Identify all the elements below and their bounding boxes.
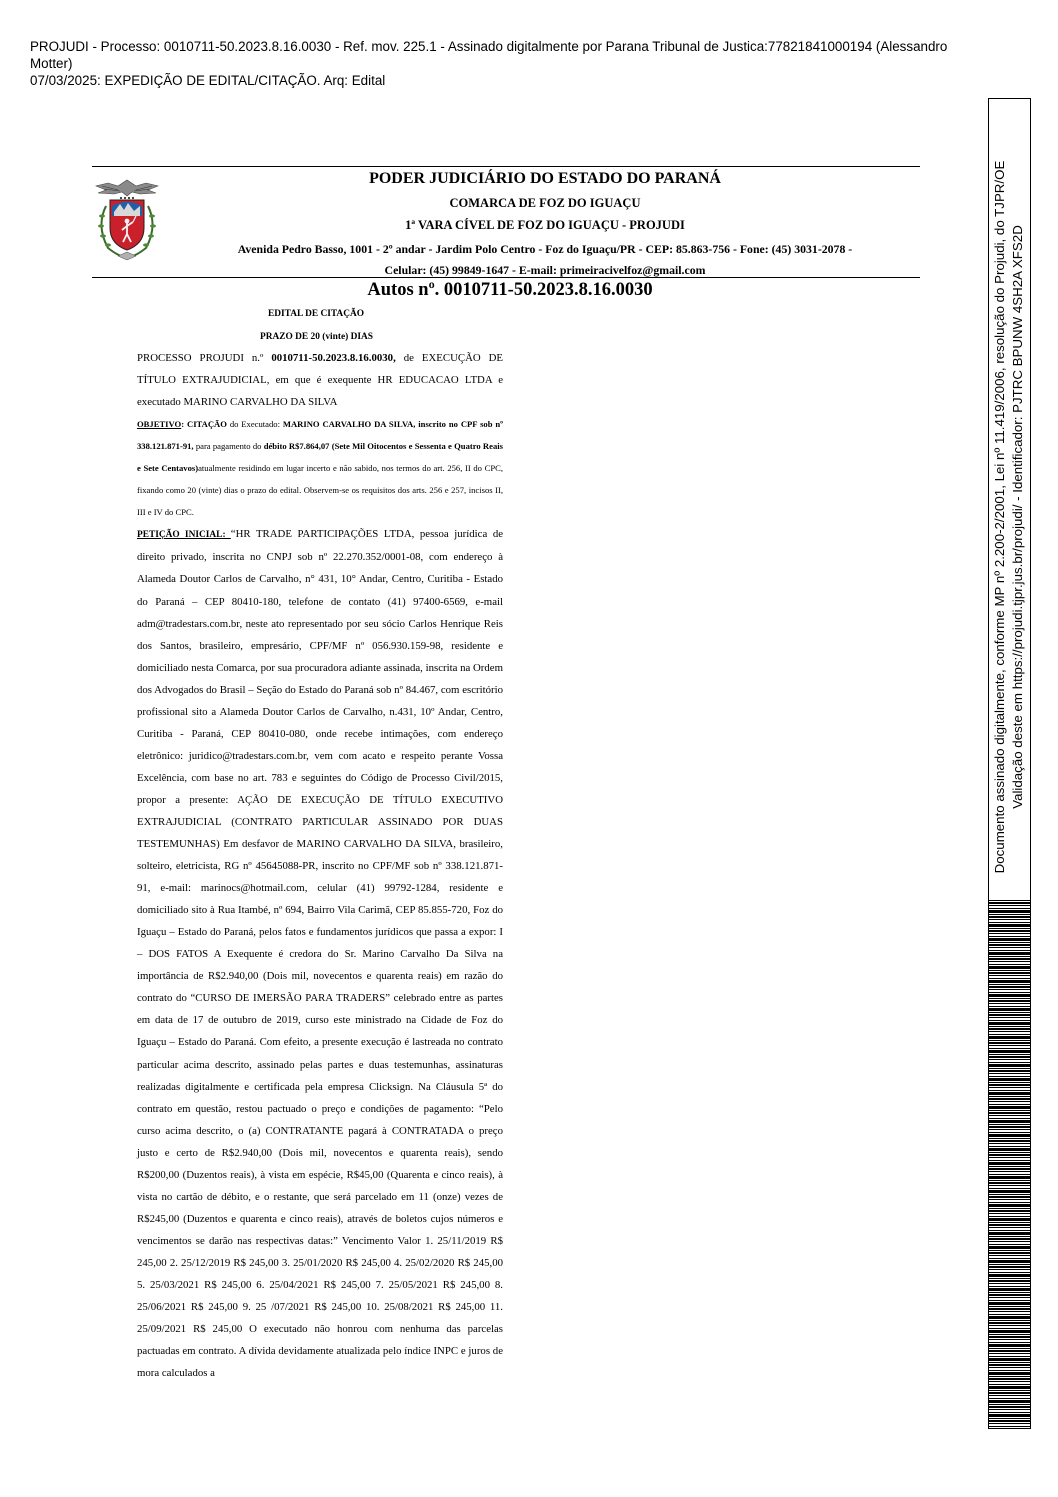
edital-deadline: PRAZO DE 20 (vinte) DIAS <box>260 332 374 342</box>
header-top-rule <box>92 166 920 167</box>
document-header-banner <box>30 38 980 89</box>
address-line: Avenida Pedro Basso, 1001 - 2º andar - Jardim Polo Centro - Foz do Iguaçu/PR - CEP: 85.863-756 - Fone: (45) 3031-2078 - <box>237 242 853 256</box>
edital-title: EDITAL DE CITAÇÃO <box>268 309 365 319</box>
court-address <box>190 239 900 281</box>
signature-info-line: PROJUDI - Processo: 0010711-50.2023.8.16.0030 - Ref. mov. 225.1 - Assinado digitalmente por Parana Tribunal de Justica:77821841000194 (Alessandro Motter) <box>30 39 948 71</box>
process-paragraph: PROCESSO PROJUDI n.º 0010711-50.2023.8.16.0030, de EXECUÇÃO DE TÍTULO EXTRAJUDICIAL, em que é exequente HR EDUCACAO LTDA e executado MARINO CARVALHO DA SILVA <box>137 352 504 409</box>
validation-url-note: Validação deste em https://projudi.tjpr.jus.br/projudi/ - Identificador: PJTRC BPUNW 4SH2A XFS2D <box>1010 225 1025 809</box>
comarca-name: COMARCA DE FOZ DO IGUAÇU <box>449 196 641 210</box>
vara-name: 1ª VARA CÍVEL DE FOZ DO IGUAÇU - PROJUDI <box>405 218 685 232</box>
expedition-info-line: 07/03/2025: EXPEDIÇÃO DE EDITAL/CITAÇÃO. Arq: Edital <box>30 73 386 88</box>
digital-signature-note: Documento assinado digitalmente, conforme MP nº 2.200-2/2001, Lei nº 11.419/2006, resolução do Projudi, do TJPR/OE <box>992 160 1007 874</box>
barcode <box>989 900 1030 1428</box>
initial-petition-paragraph: PETIÇÃO INICIAL: “HR TRADE PARTICIPAÇÕES LTDA, pessoa jurídica de direito privado, inscrita no CNPJ sob nº 22.270.352/0001-08, com endereço à Alameda Doutor Carlos de Carvalho, n° 431, 10° Andar, Centro, Curitiba - Estado do Paraná – CEP 80410-180, telefone de contato (41) 97400-6569, e-mail adm@tradestars.com.br, neste ato representado por seu sócio Carlos Henrique Reis dos Santos, brasileiro, empresário, CPF/MF nº 056.930.159-98, residente e domiciliado nesta Comarca, por sua procuradora adiante assinada, inscrita na Ordem dos Advogados do Brasil – Seção do Estado do Paraná sob nº 84.467, com escritório profissional sito a Alameda Doutor Carlos de Carvalho, n.431, 10º Andar, Centro, Curitiba - Paraná, CEP 80410-080, onde recebe intimações, com endereço eletrônico: juridico@tradestars.com.br, vem com acato e respeito perante Vossa Excelência, com base no art. 783 e seguintes do Código de Processo Civil/2015, propor a presente: AÇÃO DE EXECUÇÃO DE TÍTULO EXECUTIVO EXTRAJUDICIAL (CONTRATO PARTICULAR ASSINADO POR DUAS TESTEMUNHAS) Em desfavor de MARINO CARVALHO DA SILVA, brasileiro, solteiro, eletricista, RG nº 45645088-PR, inscrito no CPF/MF sob nº 338.121.871-91, e-mail: marinocs@hotmail.com, celular (41) 99792-1284, residente e domiciliado sito à Rua Itambé, nº 694, Bairro Vila Carimã, CEP 85.855-720, Foz do Iguaçu – Estado do Paraná, pelos fatos e fundamentos jurídicos que passa a expor: I – DOS FATOS A Exequente é credora do Sr. Marino Carvalho Da Silva na importância de R$2.940,00 (Dois mil, novecentos e quarenta reais) em razão do contrato do “CURSO DE IMERSÃO PARA TRADERS” celebrado entre as partes em data de 17 de outubro de 2019, curso este ministrado na Cidade de Foz do Iguaçu – Estado do Paraná. Com efeito, a presente execução é lastreada no contrato particular acima descrito, assinado pelas partes e duas testemunhas, assinaturas realizadas digitalmente e certificada pela empresa Clicksign. Na Cláusula 5ª do contrato em questão, restou pactuado o preço e condições de pagamento: “Pelo curso acima descrito, o (a) CONTRATANTE pagará à CONTRATADA o preço justo e certo de R$2.940,00 (Dois mil, novecentos e quarenta reais), sendo R$200,00 (Duzentos reais), à vista em espécie, R$45,00 (Quarenta e cinco reais), à vista no cartão de débito, e o restante, que será parcelado em 11 (onze) vezes de R$245,00 (Duzentos e quarenta e cinco reais), através de boletos cujos números e vencimentos se darão nas respectivas datas:” Vencimento Valor 1. 25/11/2019 R$ 245,00 2. 25/12/2019 R$ 245,00 3. 25/01/2020 R$ 245,00 4. 25/02/2020 R$ 245,00 5. 25/03/2021 R$ 245,00 6. 25/04/2021 R$ 245,00 7. 25/05/2021 R$ 245,00 8. 25/06/2021 R$ 245,00 9. 25 /07/2021 R$ 245,00 10. 25/08/2021 R$ 245,00 11. 25/09/2021 R$ 245,00 O executado não honrou com nenhuma das parcelas pactuadas em contrato. A dívida devidamente atualizada pelo índice INPC e juros de mora calculados a <box>137 528 504 1380</box>
parana-coat-of-arms-icon <box>88 176 166 262</box>
validation-text <box>991 127 1027 907</box>
objective-paragraph: OBJETIVO: CITAÇÃO do Executado: MARINO CARVALHO DA SILVA, inscrito no CPF sob nº 338.121.871-91, para pagamento do débito R$7.864,07 (Sete Mil Oitocentos e Sessenta e Quatro Reais e Sete Centavos)atualmente residindo em lugar incerto e não sabido, nos termos do art. 256, II do CPC, fixando como 20 (vinte) dias o prazo do edital. Observem-se os requisitos dos arts. 256 e 257, incisos II, III e IV do CPC. <box>137 419 503 518</box>
case-number-title: Autos nº. 0010711-50.2023.8.16.0030 <box>367 280 653 300</box>
contact-line: Celular: (45) 99849-1647 - E-mail: primeiracivelfoz@gmail.com <box>384 263 706 277</box>
court-name: PODER JUDICIÁRIO DO ESTADO DO PARANÁ <box>369 170 721 187</box>
edital-body <box>137 347 503 1384</box>
